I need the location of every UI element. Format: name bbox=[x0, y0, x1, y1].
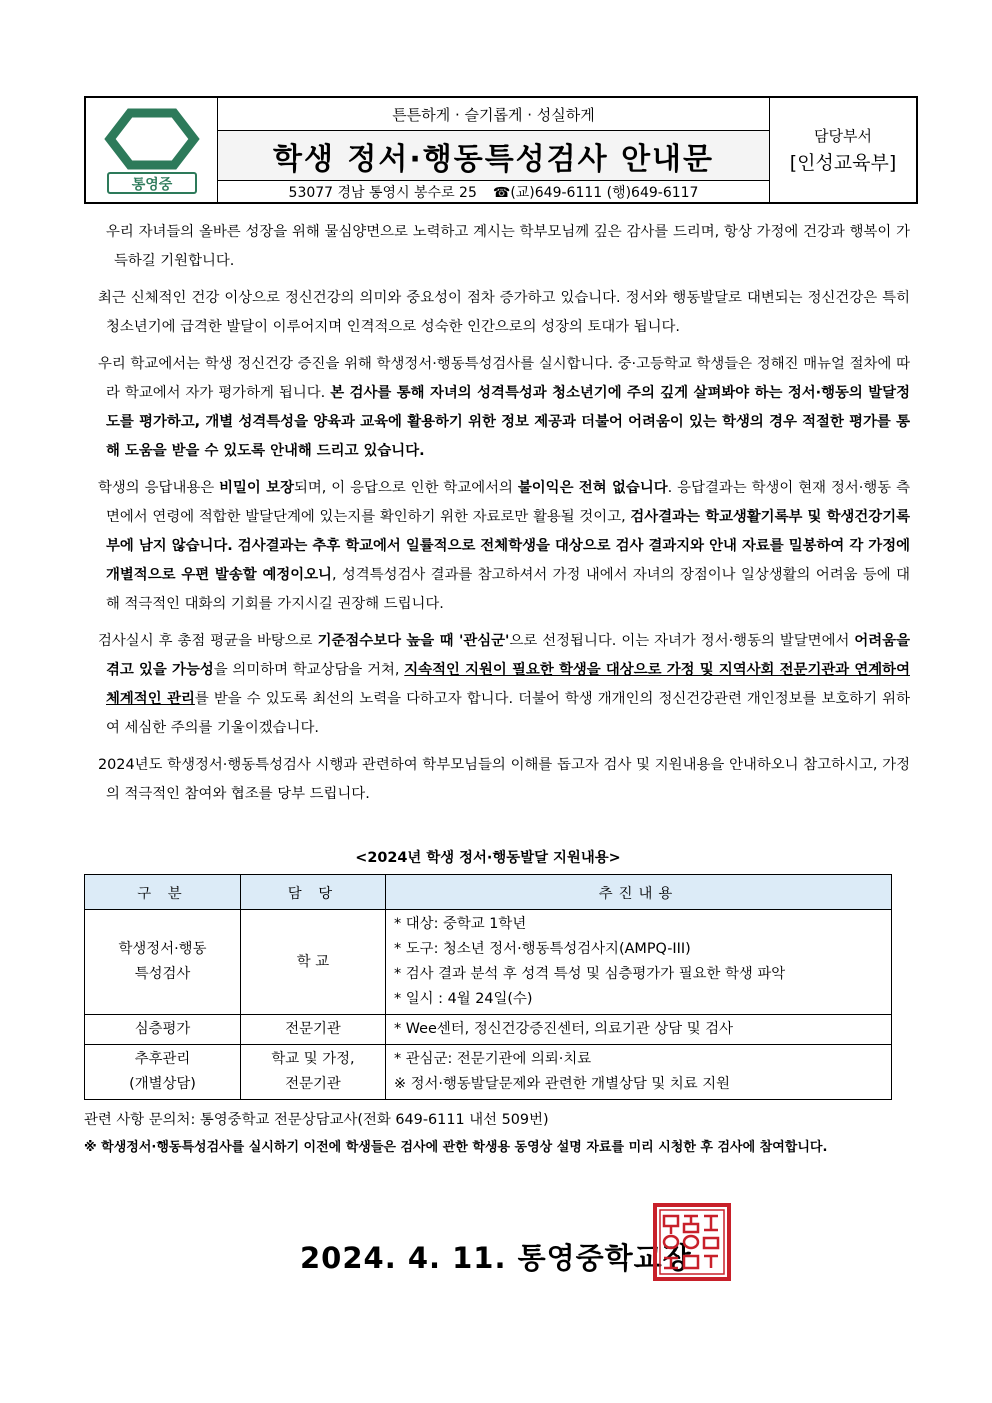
department-label: 담당부서 bbox=[814, 127, 872, 145]
text-span: . 응답결과는 학생이 현재 정서·행동 측면에서 연령에 적합한 발달단계에 있는지를 확인하기 위한 자료로만 활용될 것이고, bbox=[106, 480, 910, 525]
text-span: 으로 선정됩니다. 이는 자녀가 정서·행동의 발달면에서 bbox=[509, 633, 855, 649]
school-address: 53077 경남 통영시 봉수로 25 bbox=[288, 184, 477, 201]
header-owner: 담 당 bbox=[241, 875, 386, 910]
svg-text:통영중: 통영중 bbox=[131, 177, 172, 193]
owner-line: 전문기관 bbox=[285, 1076, 341, 1092]
text-span: 되며, 이 응답으로 인한 학교에서의 bbox=[293, 480, 518, 496]
row-content bbox=[386, 1045, 892, 1100]
school-contact-line bbox=[218, 181, 769, 202]
underlined-span: 지속적인 지원이 필요한 학생을 대상으로 가정 및 지역사회 전문기관과 연계하여 체계적인 관리 bbox=[106, 662, 910, 707]
text-span: 검사실시 후 총점 평균을 바탕으로 bbox=[98, 633, 318, 649]
row-content bbox=[386, 1015, 892, 1045]
date-signature: 2024. 4. 11. 통영중학교장 bbox=[300, 1241, 692, 1275]
paragraph-greeting: 우리 자녀들의 올바른 성장을 위해 물심양면으로 노력하고 계시는 학부모님께 깊은 감사를 드리며, 항상 가정에 건강과 행복이 가득하길 기원합니다. bbox=[106, 224, 910, 269]
document-header bbox=[84, 96, 918, 204]
contact-info: 관련 사항 문의처: 통영중학교 전문상담교사(전화 649-6111 내선 509번) bbox=[84, 1112, 549, 1128]
category-line: (개별상담) bbox=[129, 1076, 196, 1092]
school-emblem-icon bbox=[100, 103, 204, 197]
official-seal-icon bbox=[652, 1202, 732, 1282]
bold-span: 어려움을 겪고 있을 가능성 bbox=[106, 633, 910, 678]
header-category: 구 분 bbox=[85, 875, 241, 910]
paragraph-concern-group bbox=[98, 627, 910, 743]
row-owner: 학 교 bbox=[241, 910, 386, 1015]
text-span: , 성격특성검사 결과를 참고하셔서 가정 내에서 자녀의 장점이나 일상생활의 어려움 등에 대해 적극적인 대화의 기회를 가지시길 권장해 드립니다. bbox=[106, 567, 910, 612]
content-item: * 일시 : 4월 24일(수) bbox=[394, 991, 533, 1007]
row-content bbox=[386, 910, 892, 1015]
category-line: 특성검사 bbox=[134, 966, 191, 982]
category-line: 학생정서·행동 bbox=[118, 941, 207, 957]
bold-span: 검사결과는 학교생활기록부 및 학생건강기록부에 남지 않습니다. 검사결과는 추후 학교에서 일률적으로 전체학생을 대상으로 검사 결과지와 안내 자료를 밀봉하여 각 가정에 개별적으로 우편 발송할 예정이오니 bbox=[106, 509, 910, 583]
page-title: 학생 정서·행동특성검사 안내문 bbox=[218, 131, 769, 181]
department-cell bbox=[770, 98, 916, 202]
school-phone: ☎(교)649-6111 (행)649-6117 bbox=[492, 184, 699, 201]
text-span: 우리 학교에서는 학생 정신건강 증진을 위해 학생정서·행동특성검사를 실시합니다. 중·고등학교 학생들은 정해진 매뉴얼 절차에 따라 학교에서 자가 평가하게 됩니다. bbox=[98, 356, 910, 401]
video-notice: ※ 학생정서·행동특성검사를 실시하기 이전에 학생들은 검사에 관한 학생용 동영상 설명 자료를 미리 시청한 후 검사에 참여합니다. bbox=[84, 1140, 828, 1155]
text-span: 을 의미하며 학교상담을 거쳐, bbox=[213, 662, 405, 678]
content-item: * 대상: 중학교 1학년 bbox=[394, 916, 527, 932]
table-row bbox=[85, 910, 892, 1015]
text-span: 를 받을 수 있도록 최선의 노력을 다하고자 합니다. 더불어 학생 개개인의 정신건강관련 개인정보를 보호하기 위하여 세심한 주의를 기울이겠습니다. bbox=[106, 691, 910, 736]
row-owner bbox=[241, 1045, 386, 1100]
text-span: 학생의 응답내용은 bbox=[98, 480, 220, 496]
support-table bbox=[84, 874, 892, 1100]
paragraph-test-purpose bbox=[98, 350, 910, 466]
header-center bbox=[218, 98, 770, 202]
content-item: * 검사 결과 분석 후 성격 특성 및 심층평가가 필요한 학생 파악 bbox=[394, 966, 786, 982]
owner-line: 학교 및 가정, bbox=[271, 1051, 355, 1067]
bold-span: 본 검사를 통해 자녀의 성격특성과 청소년기에 주의 깊게 살펴봐야 하는 정서·행동의 발달정도를 평가하고, 개별 성격특성을 양육과 교육에 활용하기 위한 정보 제공과 더불어 어려움이 있는 학생의 경우 적절한 평가를 통해 도움을 받을 수 있도록 안내해 드리고 있습니다. bbox=[106, 385, 910, 459]
paragraph-closing: 2024년도 학생정서·행동특성검사 시행과 관련하여 학부모님들의 이해를 돕고자 검사 및 지원내용을 안내하오니 참고하시고, 가정의 적극적인 참여와 협조를 당부 드립니다. bbox=[98, 757, 910, 802]
bold-span: 불이익은 전혀 없습니다 bbox=[517, 480, 668, 496]
category-line: 추후관리 bbox=[134, 1051, 191, 1067]
row-category bbox=[85, 910, 241, 1015]
table-header-row bbox=[85, 875, 892, 910]
row-category bbox=[85, 1045, 241, 1100]
department-name: [인성교육부] bbox=[789, 152, 897, 174]
bold-span: 비밀이 보장 bbox=[219, 480, 294, 496]
bold-span: 기준점수보다 높을 때 '관심군' bbox=[317, 633, 510, 649]
content-item: ※ 정서·행동발달문제와 관련한 개별상담 및 치료 지원 bbox=[394, 1076, 731, 1092]
content-item: * Wee센터, 정신건강증진센터, 의료기관 상담 및 검사 bbox=[394, 1021, 734, 1037]
school-motto: 튼튼하게 · 슬기롭게 · 성실하게 bbox=[218, 98, 769, 131]
header-content: 추진내용 bbox=[386, 875, 892, 910]
table-title: <2024년 학생 정서·행동발달 지원내용> bbox=[355, 850, 621, 866]
table-row bbox=[85, 1045, 892, 1100]
content-item: * 도구: 청소년 정서·행동특성검사지(AMPQ-III) bbox=[394, 941, 691, 957]
row-category: 심층평가 bbox=[85, 1015, 241, 1045]
content-item: * 관심군: 전문기관에 의뢰·치료 bbox=[394, 1051, 592, 1067]
row-owner: 전문기관 bbox=[241, 1015, 386, 1045]
paragraph-mental-health: 최근 신체적인 건강 이상으로 정신건강의 의미와 중요성이 점차 증가하고 있습니다. 정서와 행동발달로 대변되는 정신건강은 특히 청소년기에 급격한 발달이 이루어지며 인격적으로 성숙한 인간으로의 성장의 토대가 됩니다. bbox=[98, 290, 910, 335]
school-logo bbox=[86, 98, 218, 202]
paragraph-privacy bbox=[98, 474, 910, 619]
table-row bbox=[85, 1015, 892, 1045]
letter-body bbox=[98, 218, 910, 817]
